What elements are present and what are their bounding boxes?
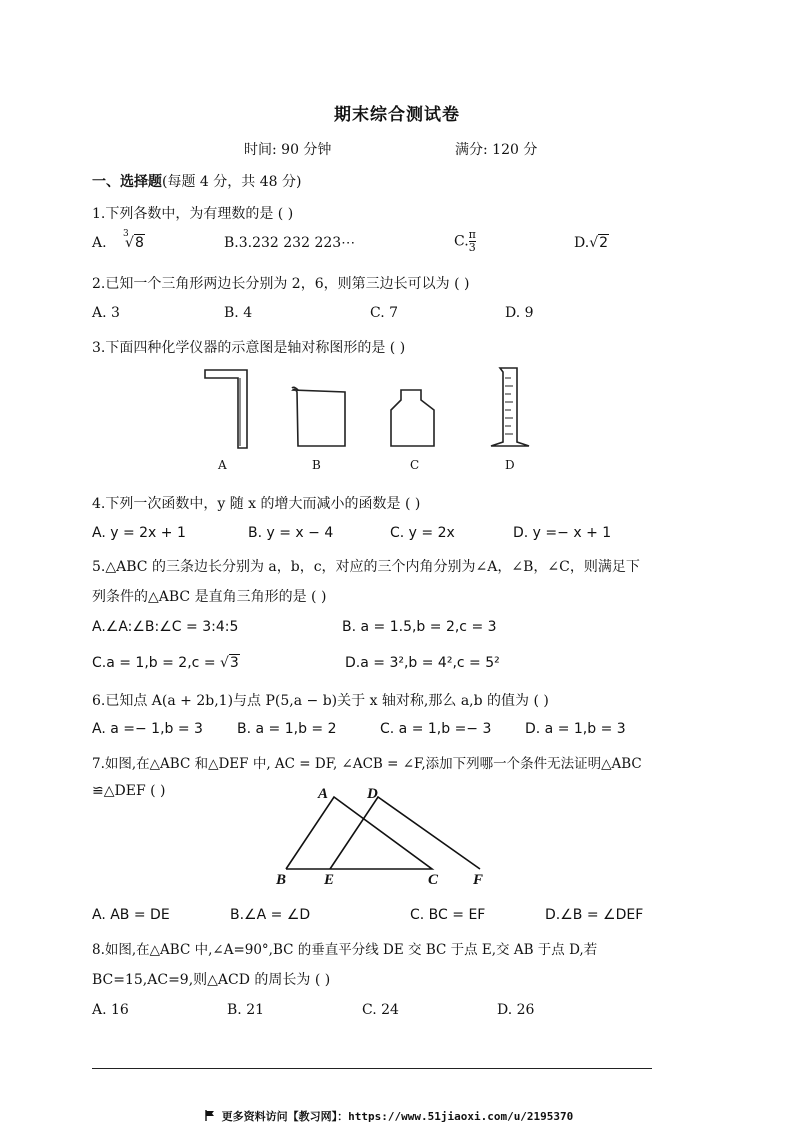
q7-option-b: B.∠A = ∠D	[230, 907, 311, 923]
exam-score: 满分: 120 分	[455, 142, 538, 158]
q1-c-den: 3	[468, 241, 476, 254]
q7-stem-line2: ≌△DEF ( )	[92, 783, 166, 799]
q1-option-b: B.3.232 232 223⋯	[224, 235, 356, 251]
q1-stem: 1.下列各数中，为有理数的是 ( )	[92, 206, 294, 222]
q7-label-b: B	[276, 872, 287, 888]
q6-option-b: B. a = 1,b = 2	[237, 721, 337, 737]
q5-stem-line2: 列条件的△ABC 是直角三角形的是 ( )	[92, 589, 327, 605]
q6-stem: 6.已知点 A(a + 2b,1)与点 P(5,a − b)关于 x 轴对称,那么 a,b 的值为 ( )	[92, 693, 549, 709]
q4-stem: 4.下列一次函数中，y 随 x 的增大而减小的函数是 ( )	[92, 496, 421, 512]
footer-text[interactable]: 更多资料访问【教习网】：https://www.51jiaoxi.com/u/2195370	[221, 1110, 574, 1123]
q8-option-a: A. 16	[92, 1002, 129, 1018]
q2-stem: 2.已知一个三角形两边长分别为 2，6，则第三边长可以为 ( )	[92, 276, 470, 292]
q7-option-d: D.∠B = ∠DEF	[545, 907, 644, 923]
q8-stem-line1: 8.如图,在△ABC 中,∠A=90°,BC 的垂直平分线 DE 交 BC 于点 E,交 AB 于点 D,若	[92, 942, 598, 958]
triangle-abc	[286, 797, 432, 869]
page-divider	[92, 1068, 652, 1069]
q3-label-c: C	[410, 458, 420, 472]
flag-icon	[205, 1110, 215, 1121]
section-heading	[92, 171, 301, 191]
q5-stem-line1: 5.△ABC 的三条边长分别为 a，b，c，对应的三个内角分别为∠A，∠B，∠C，则满足下	[92, 559, 640, 575]
q7-stem-line1: 7.如图,在△ABC 和△DEF 中, AC = DF, ∠ACB = ∠F,添加下列哪一个条件无法证明△ABC	[92, 756, 642, 772]
q2-option-b: B. 4	[224, 305, 253, 321]
q8-option-c: C. 24	[362, 1002, 399, 1018]
q3-label-b: B	[312, 458, 321, 472]
q5-c-sqrt: √	[220, 655, 229, 671]
q7-label-a: A	[318, 786, 329, 802]
q1-c-label: C.	[454, 233, 469, 250]
q1-d-label: D.	[574, 235, 590, 251]
q5-c-radicand: 3	[229, 655, 239, 671]
q1-option-d	[574, 235, 609, 251]
q4-option-c: C. y = 2x	[390, 525, 455, 541]
q1-a-cuberoot: 3 √8	[123, 229, 144, 251]
q7-option-a: A. AB = DE	[92, 907, 170, 923]
q7-option-c: C. BC = EF	[410, 907, 486, 923]
q1-option-a	[92, 229, 145, 251]
q1-d-radicand: 2	[599, 235, 609, 251]
footer[interactable]	[205, 1108, 573, 1124]
q4-option-a: A. y = 2x + 1	[92, 525, 186, 541]
q5-option-c	[92, 655, 240, 671]
q2-option-d: D. 9	[505, 305, 534, 321]
q1-d-sqrt: √	[589, 235, 599, 251]
section-note: (每题 4 分，共 48 分)	[162, 174, 302, 190]
q1-a-label: A.	[92, 235, 107, 251]
section-title: 一、选择题	[92, 174, 162, 190]
q2-option-a: A. 3	[92, 305, 120, 321]
q3-instruments-figure	[195, 362, 540, 454]
q3-label-a: A	[218, 458, 227, 472]
q8-stem-line2: BC=15,AC=9,则△ACD 的周长为 ( )	[92, 972, 331, 988]
instrument-a-icon	[205, 370, 247, 448]
q7-triangles-figure	[270, 783, 500, 893]
triangle-def	[330, 797, 480, 869]
q5-option-b: B. a = 1.5,b = 2,c = 3	[342, 619, 497, 635]
page-title: 期末综合测试卷	[334, 105, 460, 125]
q8-option-d: D. 26	[497, 1002, 535, 1018]
q4-option-d: D. y =− x + 1	[513, 525, 612, 541]
q8-option-b: B. 21	[227, 1002, 265, 1018]
q5-option-a: A.∠A:∠B:∠C = 3:4:5	[92, 619, 239, 635]
q3-label-d: D	[505, 458, 515, 472]
exam-time: 时间: 90 分钟	[244, 142, 332, 158]
q7-label-c: C	[428, 872, 439, 888]
q2-option-c: C. 7	[370, 305, 399, 321]
q5-option-d: D.a = 3²,b = 4²,c = 5²	[345, 655, 500, 671]
instrument-c-icon	[391, 390, 434, 446]
q7-label-f: F	[473, 872, 484, 888]
q6-option-c: C. a = 1,b =− 3	[380, 721, 492, 737]
q4-option-b: B. y = x − 4	[248, 525, 334, 541]
instrument-b-icon	[292, 387, 345, 446]
q1-option-c	[454, 229, 476, 254]
q6-option-a: A. a =− 1,b = 3	[92, 721, 203, 737]
q5-c-text: C.a = 1,b = 2,c =	[92, 655, 220, 671]
q1-a-index: 3	[123, 229, 129, 239]
q1-c-fraction	[469, 229, 476, 254]
q7-label-e: E	[324, 872, 335, 888]
q6-option-d: D. a = 1,b = 3	[525, 721, 626, 737]
q1-a-radicand: 8	[134, 235, 144, 251]
q3-stem: 3.下面四种化学仪器的示意图是轴对称图形的是 ( )	[92, 340, 406, 356]
instrument-d-icon	[491, 368, 529, 446]
q1-c-num: π	[468, 228, 476, 241]
q7-label-d: D	[367, 786, 378, 802]
